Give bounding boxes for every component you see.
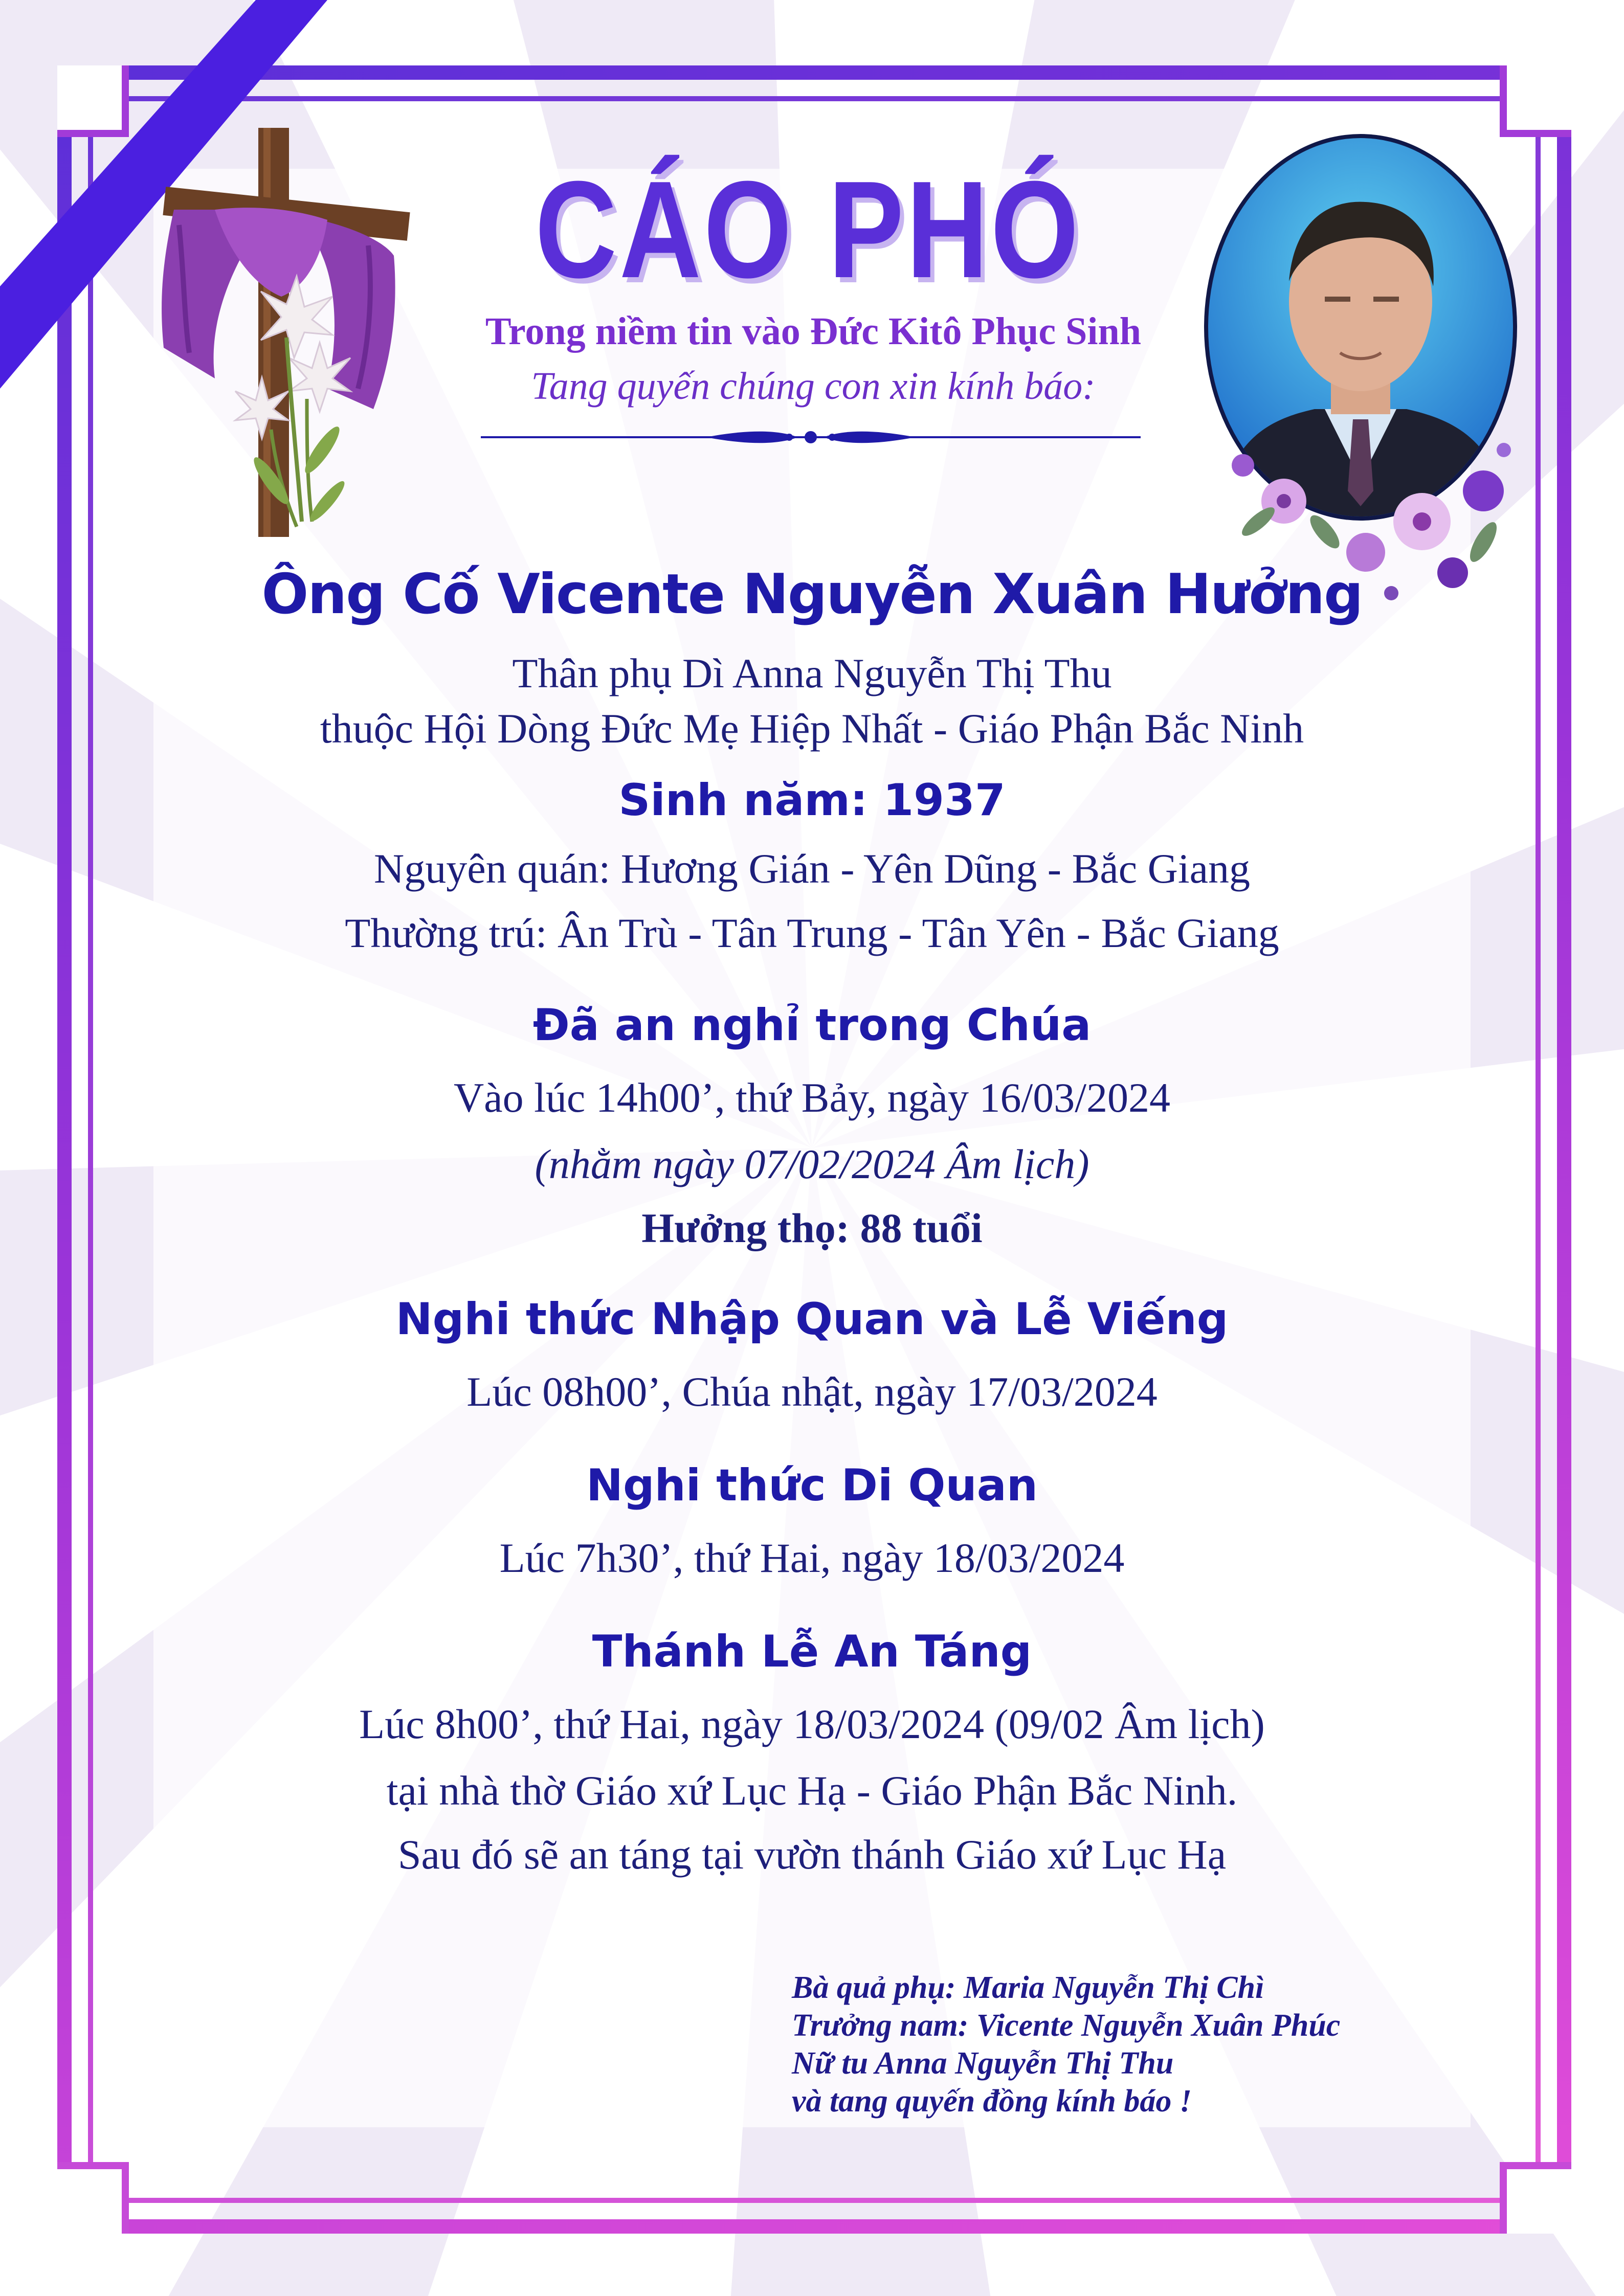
frame-corner-bottom-right (1500, 2162, 1571, 2234)
funeral-heading: Thánh Lễ An Táng (592, 1626, 1032, 1677)
funeral-place: tại nhà thờ Giáo xứ Lục Hạ - Giáo Phận Bắc Ninh. (386, 1767, 1238, 1814)
page-title: CÁO PHÓ (535, 153, 1081, 307)
transfer-heading: Nghi thức Di Quan (586, 1460, 1038, 1511)
family-signature (792, 1969, 1508, 2120)
age-at-death: Hưởng thọ: 88 tuổi (641, 1205, 983, 1251)
passing-lunar-date: (nhằm ngày 07/02/2024 Âm lịch) (535, 1141, 1089, 1187)
passing-heading: Đã an nghỉ trong Chúa (532, 1000, 1092, 1051)
faith-subtitle: Trong niềm tin vào Đức Kitô Phục Sinh (485, 310, 1142, 353)
frame-corner-bottom-left (57, 2162, 129, 2234)
funeral-time: Lúc 8h00’, thứ Hai, ngày 18/03/2024 (09/02 Âm lịch) (359, 1701, 1265, 1747)
signature-line-eldest-son: Trưởng nam: Vicente Nguyễn Xuân Phúc (792, 2008, 1341, 2043)
encoffin-heading: Nghi thức Nhập Quan và Lễ Viếng (395, 1294, 1229, 1345)
signature-line-family: và tang quyến đồng kính báo ! (792, 2084, 1192, 2119)
signature-line-widow: Bà quả phụ: Maria Nguyễn Thị Chì (792, 1970, 1264, 2005)
ornamental-divider-icon (481, 424, 1141, 450)
hometown: Nguyên quán: Hương Gián - Yên Dũng - Bắc Giang (374, 845, 1250, 892)
relation-line-1: Thân phụ Dì Anna Nguyễn Thị Thu (512, 650, 1112, 696)
transfer-time: Lúc 7h30’, thứ Hai, ngày 18/03/2024 (499, 1535, 1125, 1581)
burial-place: Sau đó sẽ an táng tại vườn thánh Giáo xứ Lục Hạ (397, 1831, 1227, 1878)
relation-line-2: thuộc Hội Dòng Đức Mẹ Hiệp Nhất - Giáo Phận Bắc Ninh (320, 705, 1304, 752)
announcement-subtitle: Tang quyến chúng con xin kính báo: (531, 365, 1096, 408)
encoffin-time: Lúc 08h00’, Chúa nhật, ngày 17/03/2024 (466, 1368, 1158, 1415)
signature-line-nun-daughter: Nữ tu Anna Nguyễn Thị Thu (792, 2046, 1174, 2081)
passing-time: Vào lúc 14h00’, thứ Bảy, ngày 16/03/2024 (453, 1074, 1171, 1121)
deceased-name: Ông Cố Vicente Nguyễn Xuân Hưởng (261, 562, 1363, 626)
frame-corner-top-right (1500, 65, 1571, 137)
birth-year: Sinh năm: 1937 (618, 775, 1006, 826)
residence: Thường trú: Ân Trù - Tân Trung - Tân Yên - Bắc Giang (345, 910, 1279, 956)
